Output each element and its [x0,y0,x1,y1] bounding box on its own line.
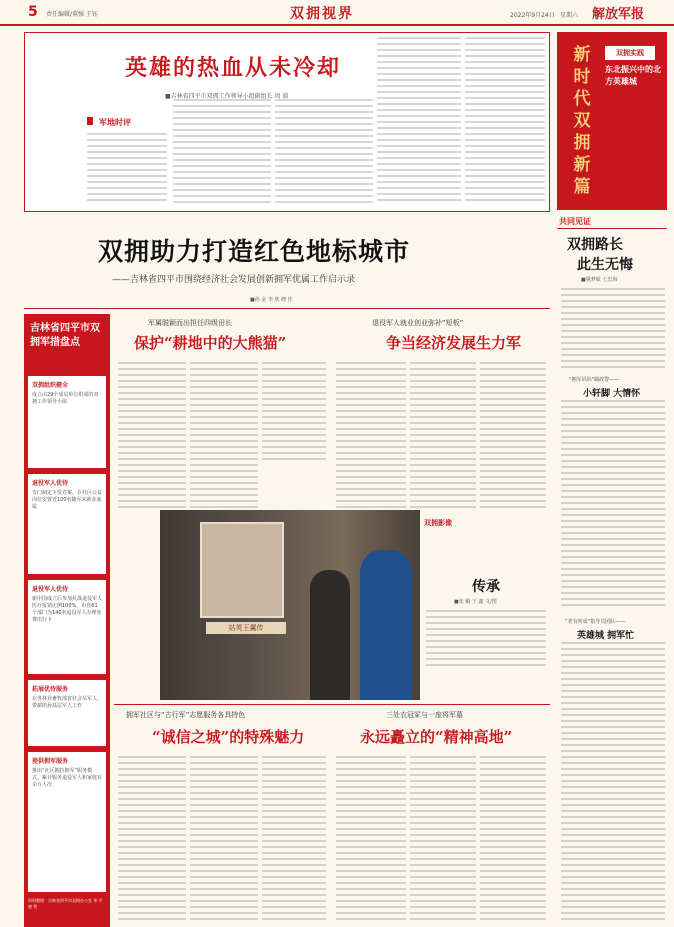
photo-caption [424,514,550,700]
bottom-rule [114,704,550,705]
text-block [561,400,665,610]
article-2 [332,314,550,514]
text-block [262,362,326,462]
article-kicker: 拥军社区与“古行军”志愿服务各具特色 [126,711,246,719]
person-left [310,570,350,700]
text-block [87,133,167,205]
page-number: 5 [28,4,38,20]
right-byline: ■冀梦敏 王忠海 [581,277,618,283]
panel-item: 提供拥军服务 推出“社区拥拉拥军”服务模式，累计服务退役军人和家庭百余万人次 [28,752,106,892]
column-label: 军地时评 [99,118,131,127]
article-1 [114,314,328,514]
photo-section: 双拥影像 [424,519,452,527]
commentary-label [87,117,93,125]
article-kicker: 军属脱颖而出担任四级田长 [148,319,232,327]
panel-item: 拓展优待服务 在各林业畜牧部省驻会员军人，带薪陪孙基层军人工作 [28,680,106,746]
article-title: 英雄的热血从未冷却 [125,55,342,81]
text-block [561,288,665,368]
person-right [360,550,412,700]
article-title: 永远矗立的“精神高地” [360,728,513,746]
text-block [262,756,326,922]
banner-chars: 新 时 代 双 拥 新 篇 [573,45,591,197]
banner-sub2: 东北振兴中的北方英雄城 [605,65,661,86]
right-subhead-3: “老有所成”指导员团队—— [565,619,626,625]
top-article [24,32,550,212]
right-subhead-4: 英雄城 拥军忙 [577,631,635,641]
article-kicker: 三处衣冠冢与一座将军墓 [386,711,463,719]
text-block [173,99,271,205]
text-block [190,362,258,510]
editors: 责任编辑/董强 王钰 [46,11,98,18]
main-subheadline: ——吉林省四平市围绕经济社会发展创新拥军优属工作启示录 [112,275,356,285]
text-block [410,756,476,922]
headline-rule [24,308,550,309]
right-title-2: 此生无悔 [577,257,633,273]
photo [160,510,420,700]
stats-panel [24,314,110,927]
panel-title: 吉林省四平市双拥军措盘点 [30,323,100,348]
text-block [480,362,546,510]
text-block [275,99,373,205]
right-divider [557,228,667,229]
text-block [336,362,406,510]
text-block [336,756,406,922]
panel-item: 退役军人优待 新中国成立后参加抗战退役军人医疗报销比例100%，市直61个部门为140名退役军人办理免费出行卡 [28,580,106,674]
article-kicker: 退役军人就业创业弥补“短板” [372,319,464,327]
panel-item: 双拥组织健全 成立由29个成员单位组成的双拥工作领导小组 [28,376,106,468]
article-byline: ■吉林省四平市双拥工作领导小组副组长 周 毅 [165,93,289,100]
text-block [190,756,258,922]
panel-footer: 资料整理：吉林省四平市双拥办公室 华 平 晓 智 [28,898,103,909]
section-title: 双拥视界 [290,6,354,22]
right-section: 共同见证 [559,217,591,226]
main-byline: ■孙 金 李 欣 晓 佳 [250,297,293,303]
sidebar-banner [557,32,667,210]
date: 2022年9月24日 [510,12,555,19]
panel-item: 退役军人优待 专门制定下发方案，在社区公益岗位安置近100名随军未就业家属 [28,474,106,574]
text-block [561,642,665,922]
right-subhead-1: “拥军妈妈”邮政警—— [569,377,620,383]
article-3 [114,708,328,927]
main-headline: 双拥助力打造红色地标城市 [98,237,411,266]
portrait [200,522,284,618]
text-block [118,756,186,922]
article-title: 保护“耕地中的大熊猫” [134,334,287,352]
text-block [377,37,461,205]
text-block [410,362,476,510]
text-block [465,37,545,205]
banner-sub1: 双拥实践 [605,46,655,60]
article-4 [332,708,550,927]
photo-sign: 站英王翼传 [206,622,286,634]
text-block [426,610,546,670]
right-column [557,214,667,927]
right-subhead-2: 小轩脚 大情怀 [583,389,641,399]
text-block [118,362,186,510]
masthead [0,0,674,26]
photo-title: 传承 [472,579,500,595]
weekday: 星期六 [560,12,579,19]
article-title: 争当经济发展生力军 [386,334,522,352]
paper-logo: 解放军报 [592,7,645,22]
photo-byline: ■张 鲲 王 鑫 文/图 [454,599,497,605]
right-title-1: 双拥路长 [567,237,623,253]
article-title: “诚信之城”的特殊魅力 [152,728,305,746]
text-block [480,756,546,922]
